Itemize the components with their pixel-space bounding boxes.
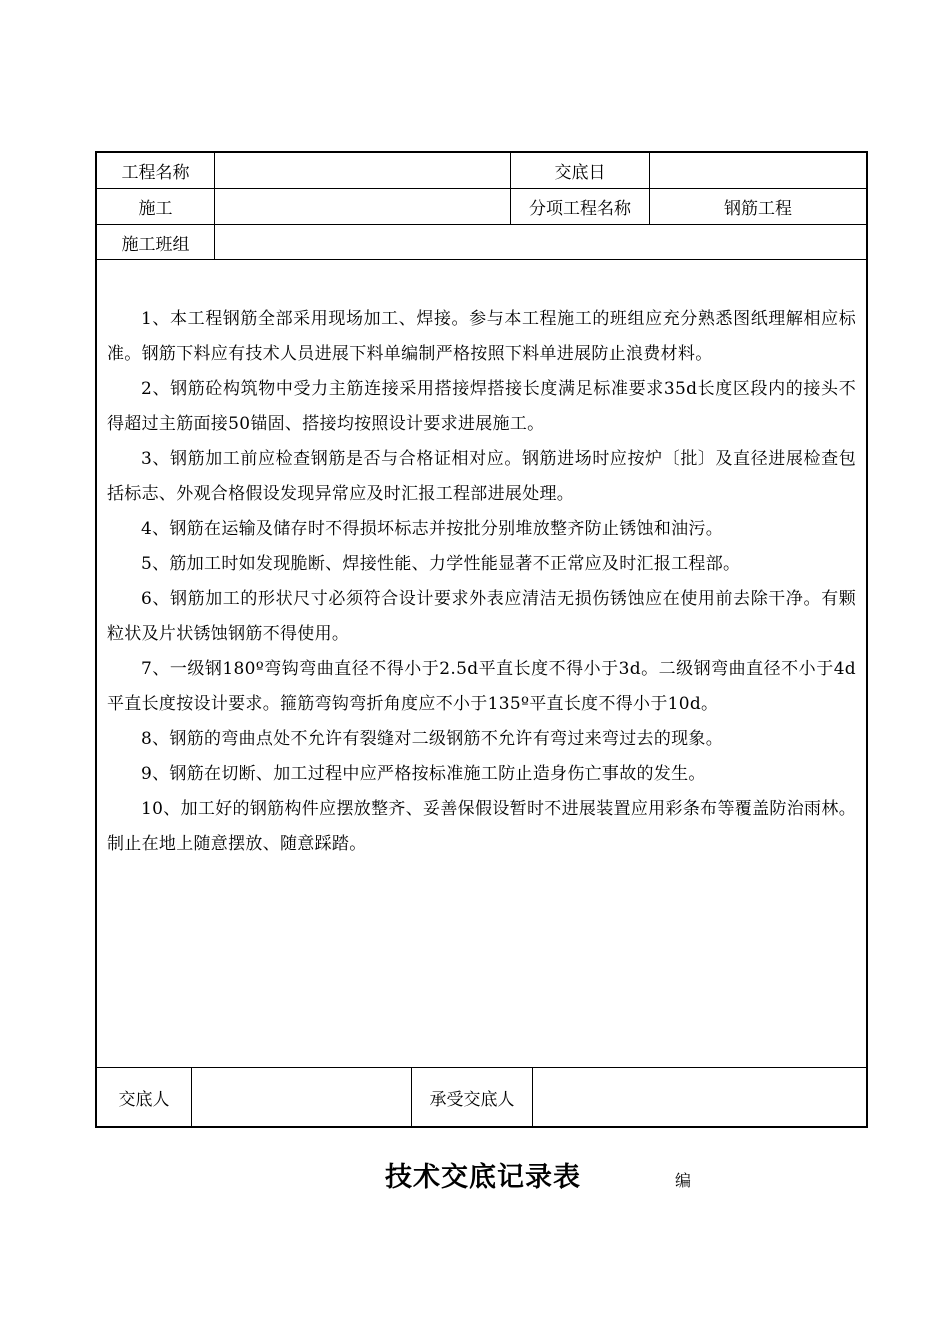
team-field[interactable] — [215, 225, 866, 259]
construction-field[interactable] — [215, 189, 511, 224]
disclosure-record-table — [95, 151, 868, 1128]
content-item-8: 8、钢筋的弯曲点处不允许有裂缝对二级钢筋不允许有弯过来弯过去的现象。 — [141, 729, 724, 749]
sub-project-value[interactable]: 钢筋工程 — [724, 199, 792, 219]
discloser-label: 交底人 — [97, 1068, 192, 1126]
disclosure-content — [97, 260, 866, 1068]
project-name-label: 工程名称 — [97, 153, 215, 188]
discloser-field[interactable] — [192, 1068, 412, 1126]
construction-label: 施工 — [97, 189, 215, 224]
content-item-1: 1、本工程钢筋全部采用现场加工、焊接。参与本工程施工的班组应充分熟悉图纸理解相应标准。钢筋下料应有技术人员进展下料单编制严格按照下料单进展防止浪费材料。 — [107, 309, 856, 364]
content-item-10: 10、加工好的钢筋构件应摆放整齐、妥善保假设暂时不进展装置应用彩条布等覆盖防治雨林。制止在地上随意摆放、随意踩踏。 — [107, 799, 856, 854]
receiver-label: 承受交底人 — [412, 1068, 533, 1126]
content-item-2: 2、钢筋砼构筑物中受力主筋连接采用搭接焊搭接长度满足标准要求35d长度区段内的接头不得超过主筋面接50锚固、搭接均按照设计要求进展施工。 — [107, 379, 856, 434]
row-construction — [97, 189, 866, 225]
date-field[interactable] — [650, 153, 866, 188]
content-item-9: 9、钢筋在切断、加工过程中应严格按标准施工防止造身伤亡事故的发生。 — [141, 764, 706, 784]
content-item-7: 7、一级钢180º弯钩弯曲直径不得小于2.5d平直长度不得小于3d。二级钢弯曲直径不小于4d平直长度按设计要求。箍筋弯钩弯折角度应不小于135º平直长度不得小于10d。 — [107, 659, 856, 714]
content-item-6: 6、钢筋加工的形状尺寸必须符合设计要求外表应清洁无损伤锈蚀应在使用前去除干净。有颗粒状及片状锈蚀钢筋不得使用。 — [107, 589, 856, 644]
edit-mark: 编 — [675, 1171, 692, 1190]
content-item-4: 4、钢筋在运输及储存时不得损坏标志并按批分别堆放整齐防止锈蚀和油污。 — [141, 519, 724, 539]
content-item-5: 5、筋加工时如发现脆断、焊接性能、力学性能显著不正常应及时汇报工程部。 — [141, 554, 741, 574]
sub-project-label: 分项工程名称 — [511, 189, 650, 224]
project-name-field[interactable] — [215, 153, 511, 188]
document-title: 技术交底记录表 — [385, 1162, 581, 1193]
row-team — [97, 225, 866, 260]
date-label: 交底日 — [511, 153, 650, 188]
team-label: 施工班组 — [97, 225, 215, 259]
receiver-field[interactable] — [533, 1068, 866, 1126]
row-project-name — [97, 153, 866, 189]
content-item-3: 3、钢筋加工前应检查钢筋是否与合格证相对应。钢筋进场时应按炉〔批〕及直径进展检查包括标志、外观合格假设发现异常应及时汇报工程部进展处理。 — [107, 449, 856, 504]
row-signatures — [97, 1068, 866, 1126]
